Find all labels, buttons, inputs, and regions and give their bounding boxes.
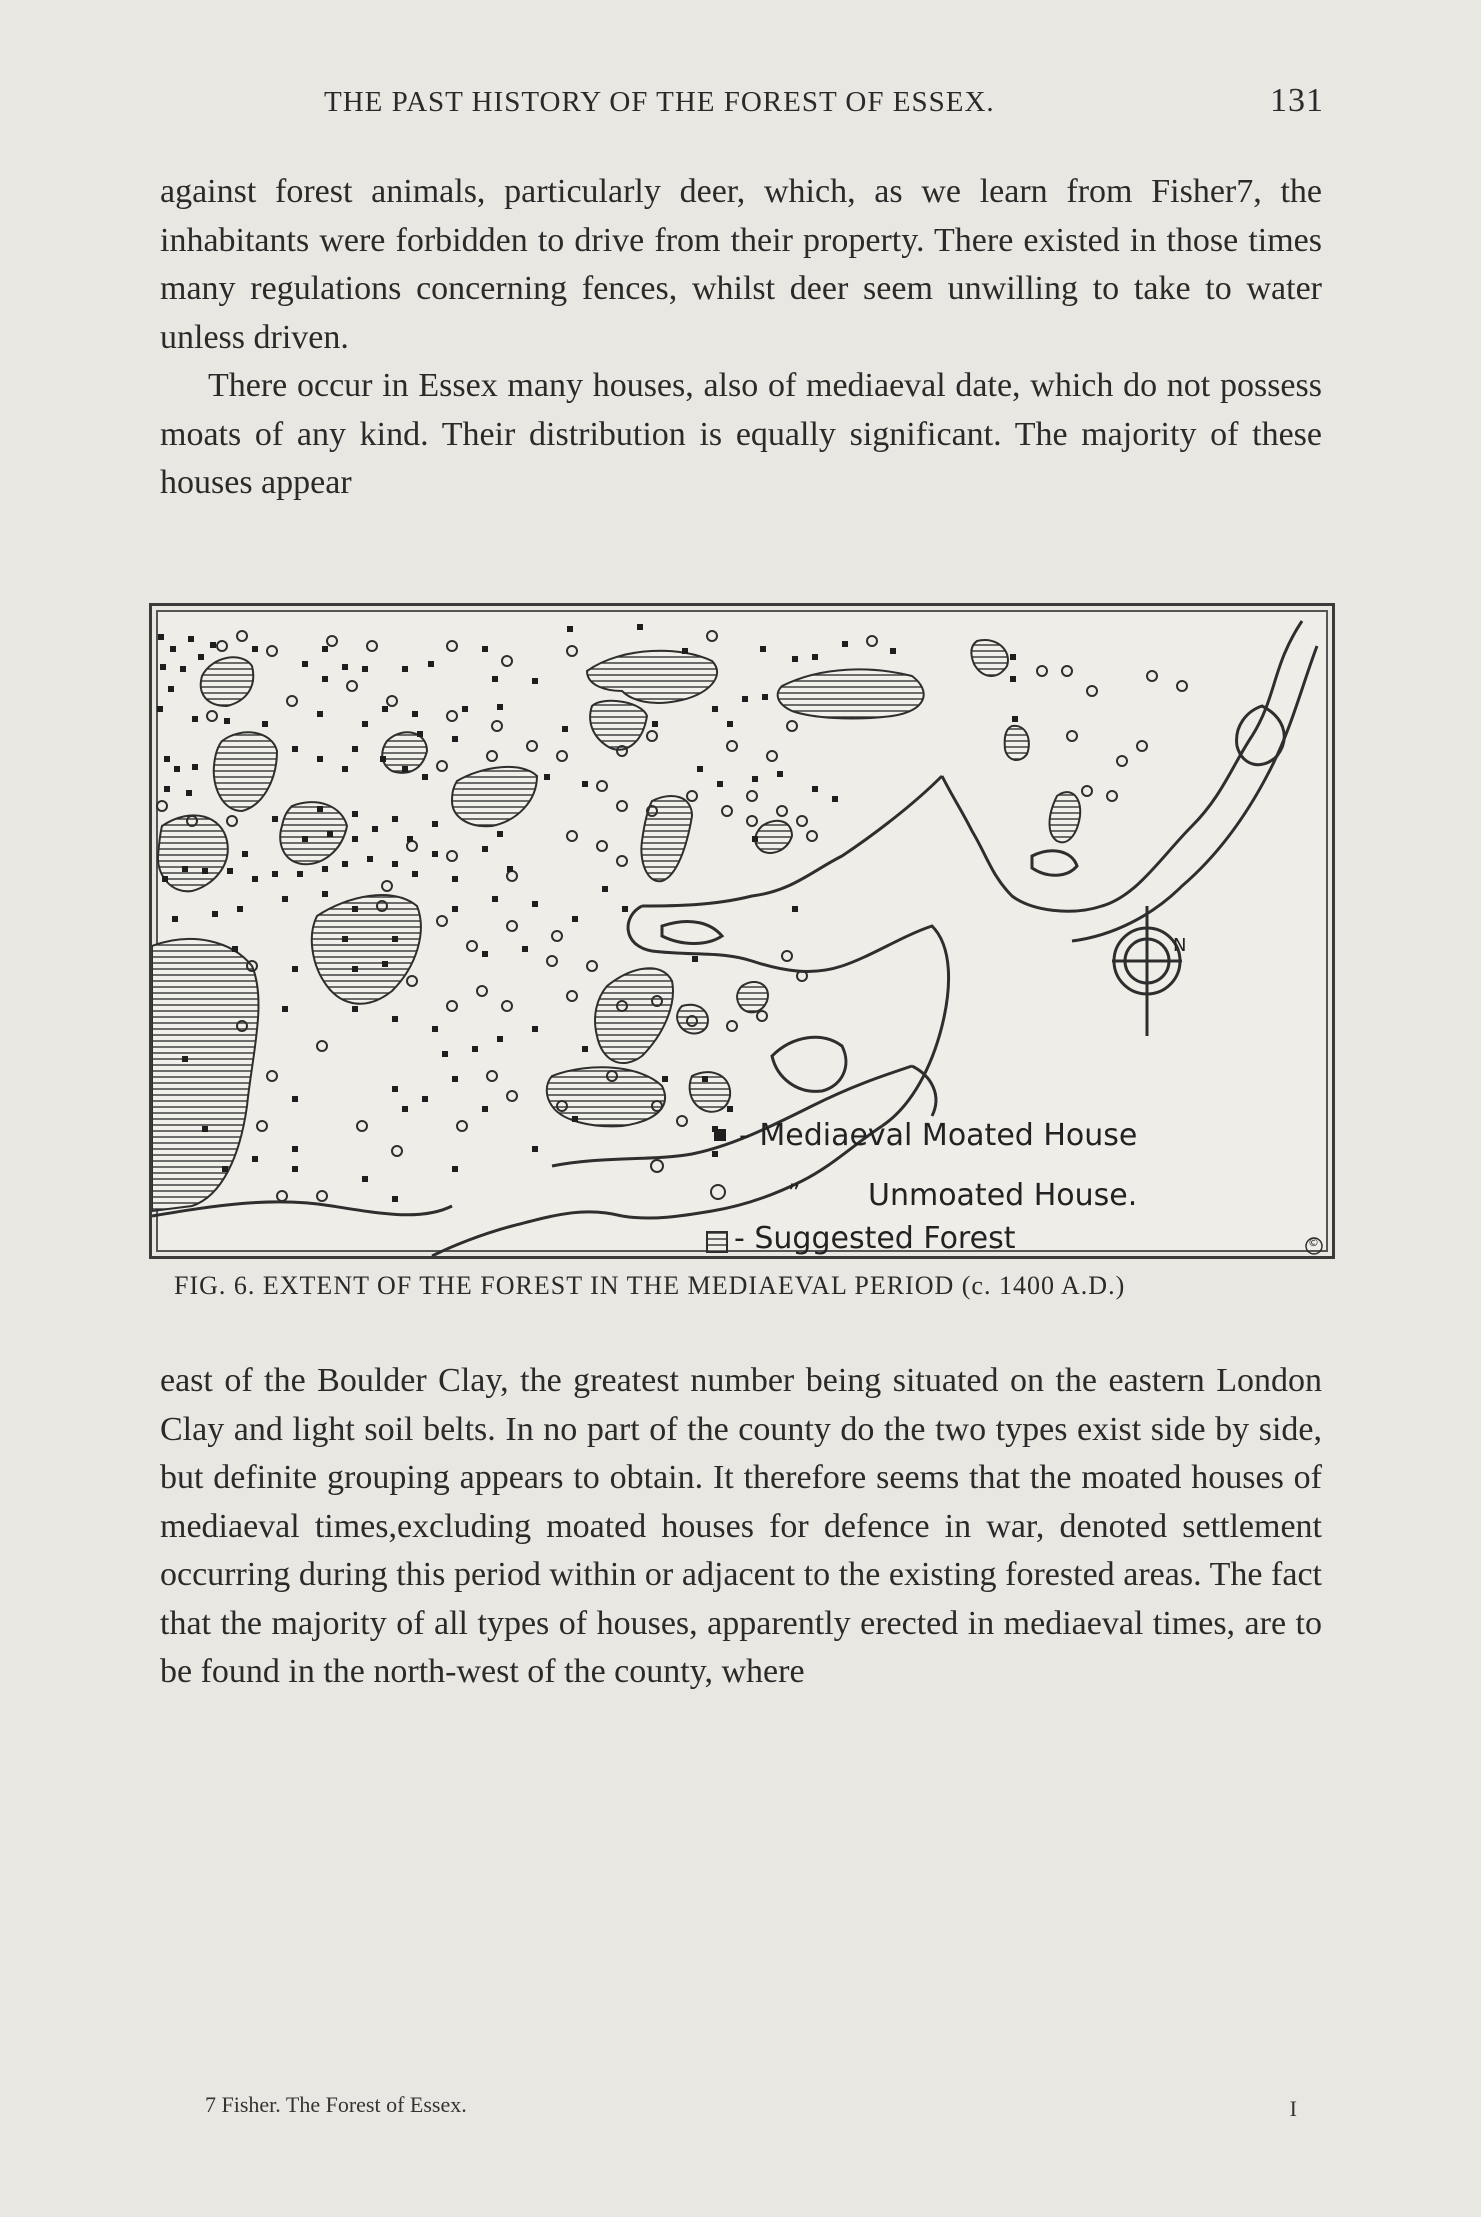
signature-mark: I	[1289, 2096, 1297, 2121]
paragraph: against forest animals, particularly deer, which, as we learn from Fisher7, the inhabitants were forbidden to drive from their property. There existed in those times many regulations concerning fences, whilst deer seem unwilling to take to water unless driven.	[160, 173, 1322, 356]
running-head	[324, 82, 1324, 119]
unmoated-house-markers	[157, 631, 1187, 1201]
legend-forest: - Suggested Forest	[734, 1221, 1016, 1256]
legend-ditto-mark: ”	[788, 1179, 801, 1207]
forest-legend-icon	[707, 1232, 727, 1252]
unmoated-house-legend-icon	[711, 1185, 725, 1199]
legend-unmoated: Unmoated House.	[868, 1178, 1138, 1213]
north-label: N	[1173, 935, 1187, 956]
figure-caption: FIG. 6. EXTENT OF THE FOREST IN THE MEDIAEVAL PERIOD (c. 1400 A.D.)	[174, 1271, 1126, 1300]
running-title: THE PAST HISTORY OF THE FOREST OF ESSEX.	[324, 86, 995, 118]
moated-house-legend-icon	[714, 1129, 726, 1141]
footnote-text: 7 Fisher. The Forest of Essex.	[205, 2092, 467, 2117]
map-drawing	[152, 606, 1332, 1256]
essex-forest-map	[149, 603, 1335, 1259]
copyright-mark: ©	[1308, 1236, 1319, 1249]
paragraph: There occur in Essex many houses, also of mediaeval date, which do not possess moats of any kind. Their distribution is equally significant. The majority of these houses appear	[160, 367, 1322, 501]
footnote	[205, 2092, 1325, 2121]
legend-moated: - Mediaeval Moated House	[739, 1118, 1138, 1153]
page-number: 131	[1270, 82, 1324, 119]
body-text-bottom	[160, 1357, 1322, 1697]
body-text-top	[160, 168, 1322, 508]
paragraph: east of the Boulder Clay, the greatest number being situated on the eastern London Clay and light soil belts. In no part of the county do the two types exist side by side, but definite grouping appears to obtain. It therefore seems that the moated houses of mediaeval times,excluding moated houses for defence in war, denoted settlement occurring during this period within or adjacent to the existing forested areas. The fact that the majority of all types of houses, apparently erected in mediaeval times, are to be found in the north-west of the county, where	[160, 1362, 1322, 1690]
